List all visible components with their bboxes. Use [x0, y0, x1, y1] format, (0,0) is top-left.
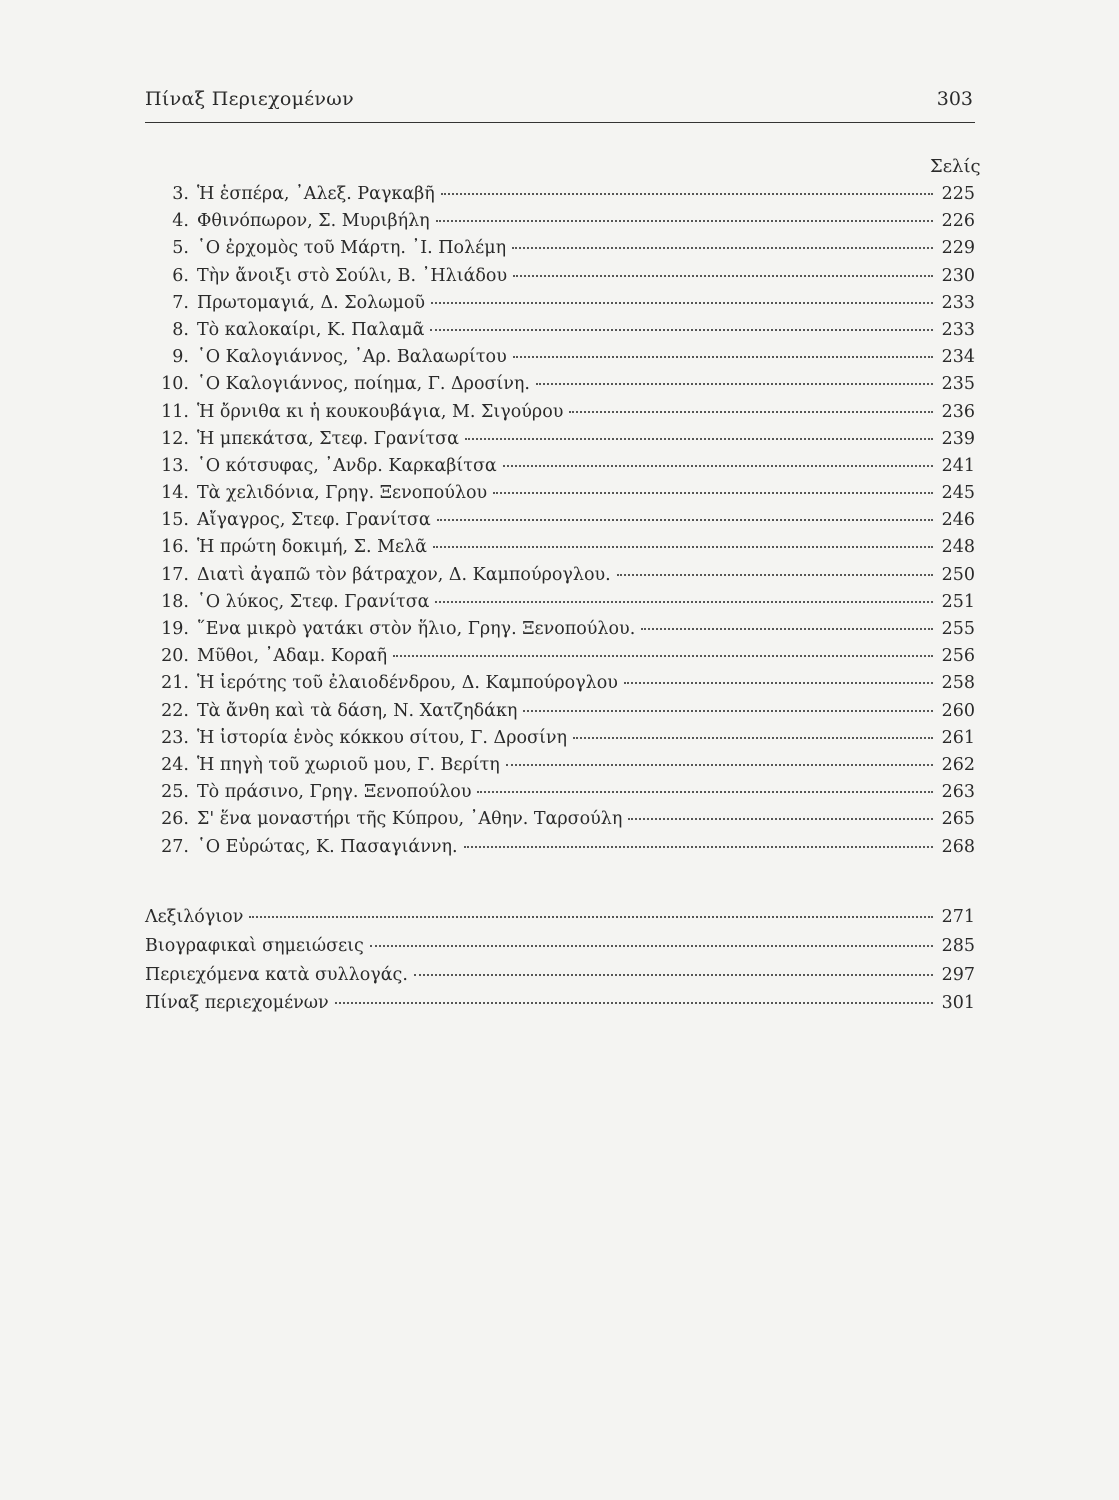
toc-entry: [145, 347, 975, 374]
entry-title: Φθινόπωρον, Σ. Μυριβήλη: [197, 211, 430, 232]
entry-page: 256: [941, 646, 975, 667]
dot-leader: [624, 682, 933, 684]
entry-number: 5.: [172, 238, 189, 259]
entry-page: 234: [941, 347, 975, 368]
entry-number: 11.: [161, 401, 189, 422]
entry-title: Τὰ χελιδόνια, Γρηγ. Ξενοπούλου: [197, 483, 488, 504]
dot-leader: [249, 916, 933, 918]
dot-leader: [536, 383, 933, 385]
header-title: Πίναξ Περιεχομένων: [145, 88, 354, 110]
entry-title: Ἡ πρώτη δοκιμή, Σ. Μελᾶ: [197, 537, 427, 558]
back-matter-entry: [145, 993, 975, 1022]
toc-entry: [145, 592, 975, 619]
toc-entry: [145, 619, 975, 646]
entry-number: 7.: [172, 292, 189, 313]
entry-page: 225: [941, 184, 975, 204]
toc-entry: [145, 782, 975, 809]
entry-title: Ἡ ἱερότης τοῦ ἐλαιοδένδρου, Δ. Καμπούρογλου: [197, 673, 618, 694]
dot-leader: [506, 764, 933, 766]
entry-title: ῞Ενα μικρὸ γατάκι στὸν ἥλιο, Γρηγ. Ξενοπούλου.: [197, 619, 636, 639]
entry-number: 14.: [161, 483, 189, 504]
entry-title: Διατὶ ἀγαπῶ τὸν βάτραχον, Δ. Καμπούρογλου.: [197, 564, 611, 585]
entry-title: Τὴν ἄνοιξι στὸ Σούλι, Β. ᾿Ηλιάδου: [197, 265, 508, 286]
entry-title: Πίναξ περιεχομένων: [145, 993, 329, 1014]
entry-page: 258: [941, 673, 975, 694]
entry-number: 22.: [161, 700, 189, 721]
dot-leader: [569, 411, 933, 413]
dot-leader: [370, 945, 933, 947]
entry-number: 23.: [161, 727, 189, 748]
entry-title: ῾Ο Καλογιάννος, ποίημα, Γ. Δροσίνη.: [197, 374, 530, 395]
toc-entry: [145, 266, 975, 293]
dot-leader: [414, 974, 933, 976]
entry-page: 268: [941, 836, 975, 857]
dot-leader: [431, 302, 933, 304]
toc-entry: [145, 673, 975, 700]
entry-number: 12.: [161, 428, 189, 449]
dot-leader: [435, 601, 933, 603]
entry-page: 265: [941, 809, 975, 830]
entry-number: 3.: [172, 184, 189, 204]
dot-leader: [436, 220, 933, 222]
entry-number: 10.: [161, 374, 189, 395]
toc-entry: [145, 238, 975, 265]
entry-page: 260: [941, 700, 975, 721]
dot-leader: [503, 465, 933, 467]
entry-page: 246: [941, 510, 975, 531]
entry-number: 20.: [161, 646, 189, 667]
back-matter-entry: [145, 907, 975, 936]
back-matter-entry: [145, 965, 975, 994]
entry-page: 230: [941, 265, 975, 286]
toc-entry: [145, 211, 975, 238]
entry-number: 9.: [172, 347, 189, 368]
entry-title: Βιογραφικαὶ σημειώσεις: [145, 935, 364, 956]
toc-entries: [145, 184, 975, 864]
dot-leader: [437, 519, 933, 521]
dot-leader: [628, 818, 933, 820]
toc-entry: [145, 510, 975, 537]
toc-entry: [145, 537, 975, 564]
entry-number: 24.: [161, 754, 189, 775]
toc-entry: [145, 374, 975, 401]
toc-entry: [145, 402, 975, 429]
entry-number: 8.: [172, 319, 189, 340]
dot-leader: [523, 710, 933, 712]
toc-entry: [145, 728, 975, 755]
entry-number: 4.: [172, 211, 189, 232]
dot-leader: [430, 329, 933, 331]
toc-entry: [145, 320, 975, 347]
entry-number: 15.: [161, 510, 189, 531]
dot-leader: [513, 356, 933, 358]
entry-title: Τὸ πράσινο, Γρηγ. Ξενοπούλου: [197, 782, 472, 803]
toc-back-matter: [145, 907, 975, 1022]
entry-number: 26.: [161, 809, 189, 830]
entry-title: Μῦθοι, ᾿Αδαμ. Κοραῆ: [197, 646, 388, 667]
toc-entry: [145, 565, 975, 592]
entry-page: 236: [941, 401, 975, 422]
page-column-label: Σελίς: [930, 156, 981, 177]
entry-page: 250: [941, 564, 975, 585]
entry-title: Πρωτομαγιά, Δ. Σολωμοῦ: [197, 292, 426, 313]
dot-leader: [617, 574, 933, 576]
entry-number: 13.: [161, 455, 189, 476]
dot-leader: [393, 655, 933, 657]
entry-page: 233: [941, 292, 975, 313]
entry-page: 263: [941, 782, 975, 803]
toc-entry: [145, 184, 975, 211]
entry-title: Αἴγαγρος, Στεφ. Γρανίτσα: [197, 510, 431, 531]
toc-entry: [145, 456, 975, 483]
dot-leader: [433, 546, 933, 548]
entry-title: Ἡ ὄρνιθα κι ἡ κουκουβάγια, Μ. Σιγούρου: [197, 401, 564, 422]
running-header: [145, 88, 975, 123]
entry-title: ῾Ο κότσυφας, ᾿Ανδρ. Καρκαβίτσα: [197, 455, 497, 476]
entry-page: 301: [941, 993, 975, 1014]
entry-title: Σ' ἕνα μοναστήρι τῆς Κύπρου, ᾿Αθην. Ταρσούλη: [197, 809, 623, 830]
dot-leader: [464, 846, 933, 848]
toc-entry: [145, 837, 975, 864]
dot-leader: [573, 737, 933, 739]
entry-page: 239: [941, 428, 975, 449]
entry-page: 233: [941, 319, 975, 340]
entry-number: 6.: [172, 265, 189, 286]
dot-leader: [641, 628, 933, 630]
entry-title: Περιεχόμενα κατὰ συλλογάς.: [145, 964, 408, 985]
entry-title: ῾Ο ἐρχομὸς τοῦ Μάρτη. ᾿Ι. Πολέμη: [197, 238, 507, 259]
entry-page: 245: [941, 483, 975, 504]
back-matter-entry: [145, 936, 975, 965]
entry-title: ῾Ο Καλογιάννος, ᾿Αρ. Βαλαωρίτου: [197, 347, 507, 368]
entry-page: 285: [941, 935, 975, 956]
entry-title: Λεξιλόγιον: [145, 907, 244, 927]
entry-title: ῾Ο λύκος, Στεφ. Γρανίτσα: [197, 591, 430, 612]
entry-page: 271: [941, 907, 975, 927]
dot-leader: [512, 247, 933, 249]
entry-number: 27.: [161, 836, 189, 857]
entry-page: 248: [941, 537, 975, 558]
entry-number: 21.: [161, 673, 189, 694]
dot-leader: [477, 791, 933, 793]
entry-title: Ἡ ἱστορία ἑνὸς κόκκου σίτου, Γ. Δροσίνη: [197, 727, 567, 748]
entry-page: 297: [941, 964, 975, 985]
toc-entry: [145, 701, 975, 728]
entry-page: 261: [941, 727, 975, 748]
entry-title: Τὸ καλοκαίρι, Κ. Παλαμᾶ: [197, 319, 425, 340]
entry-title: Ἡ πηγὴ τοῦ χωριοῦ μου, Γ. Βερίτη: [197, 754, 500, 775]
dot-leader: [493, 492, 933, 494]
entry-title: ῾Ο Εὐρώτας, Κ. Πασαγιάννη.: [197, 836, 458, 857]
dot-leader: [513, 275, 933, 277]
entry-title: Τὰ ἄνθη καὶ τὰ δάση, Ν. Χατζηδάκη: [197, 700, 518, 721]
entry-number: 18.: [161, 591, 189, 612]
toc-entry: [145, 483, 975, 510]
entry-number: 17.: [161, 564, 189, 585]
entry-page: 235: [941, 374, 975, 395]
entry-number: 25.: [161, 782, 189, 803]
toc-entry: [145, 429, 975, 456]
toc-entry: [145, 646, 975, 673]
dot-leader: [465, 438, 933, 440]
entry-title: Ἡ μπεκάτσα, Στεφ. Γρανίτσα: [197, 428, 459, 449]
entry-number: 19.: [161, 619, 189, 639]
header-page-number: 303: [936, 88, 973, 110]
toc-entry: [145, 293, 975, 320]
entry-page: 229: [941, 238, 975, 259]
entry-page: 262: [941, 754, 975, 775]
entry-page: 241: [941, 455, 975, 476]
toc-entry: [145, 809, 975, 836]
dot-leader: [335, 1002, 933, 1004]
entry-number: 16.: [161, 537, 189, 558]
entry-page: 226: [941, 211, 975, 232]
toc-entry: [145, 755, 975, 782]
entry-title: Ἡ ἑσπέρα, ᾿Αλεξ. Ραγκαβῆ: [197, 184, 435, 204]
entry-page: 251: [941, 591, 975, 612]
dot-leader: [441, 193, 933, 195]
entry-page: 255: [941, 619, 975, 639]
